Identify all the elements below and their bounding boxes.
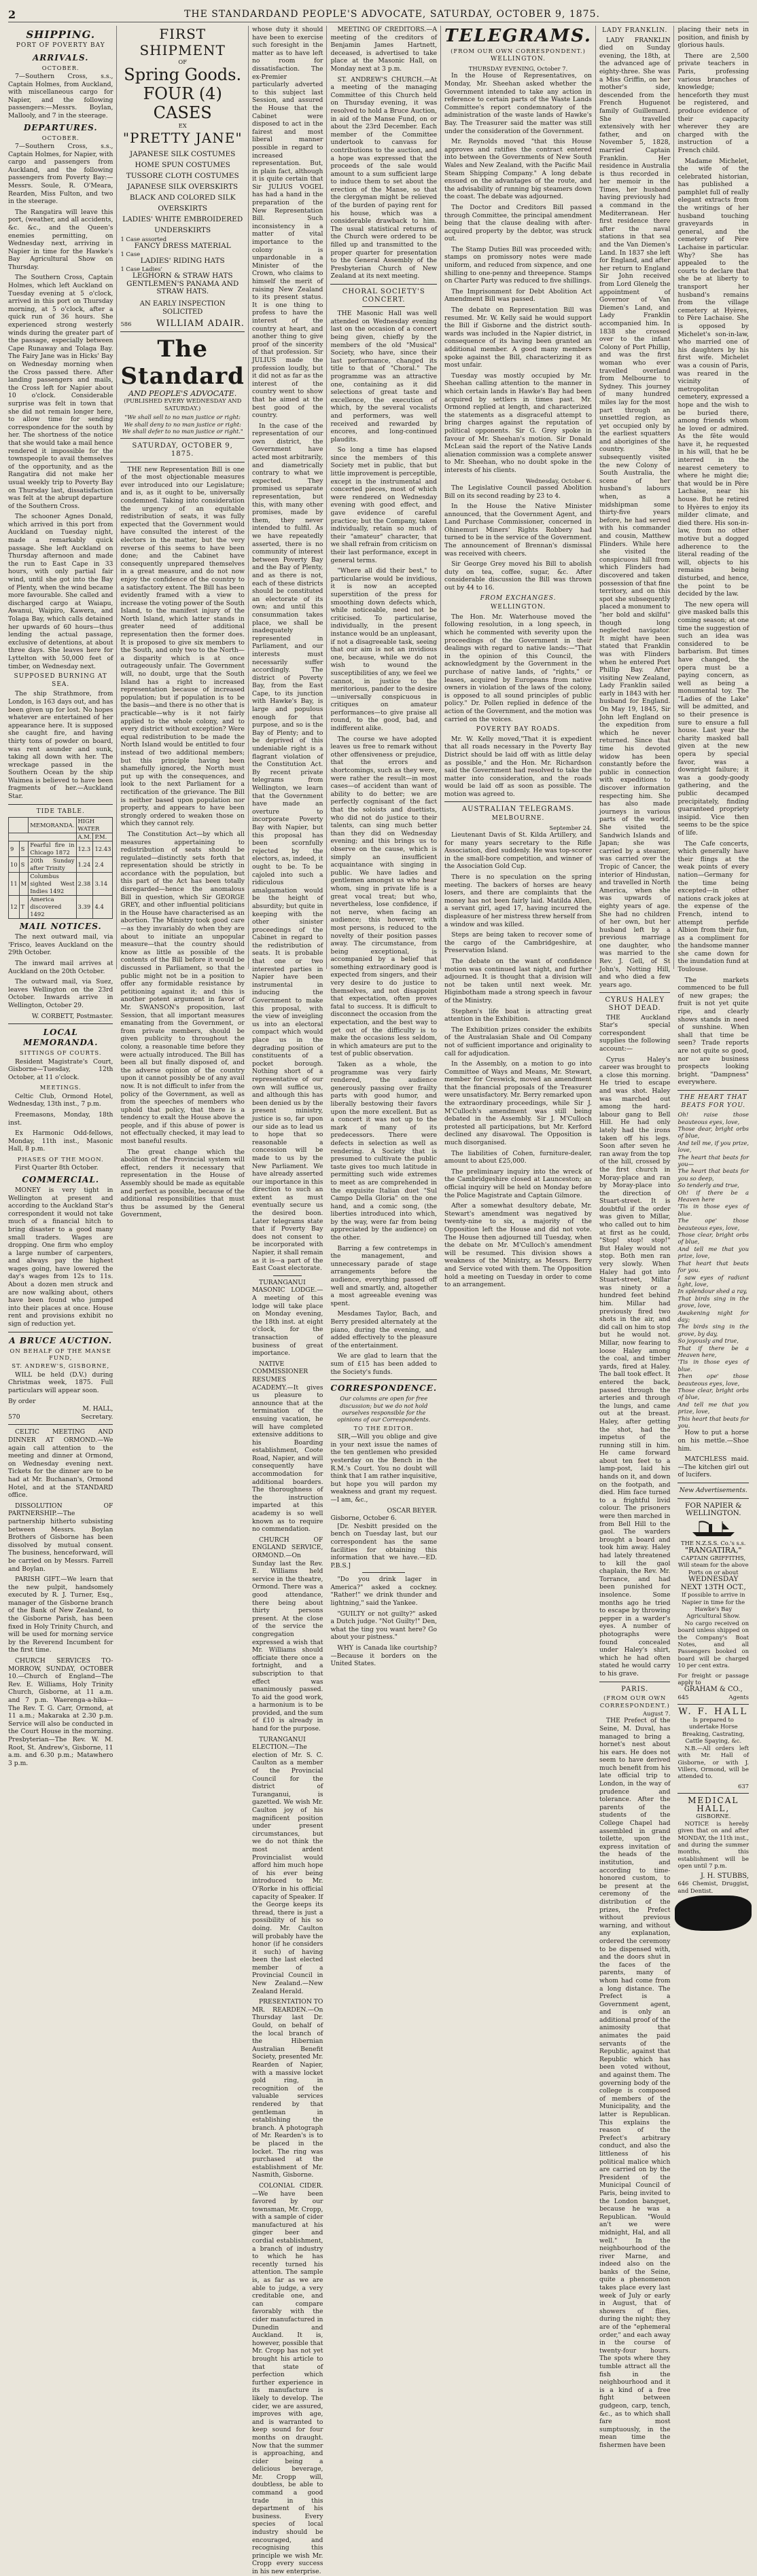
- telegram-item: In the House of Representatives, on Monday, Mr. Sheehan asked whether the Government intended to take any action in reference to certain parts of the Waste Lands Committee's report condemnatory of the administration of the waste lands of Hawke's Bay. The Treasurer said the matter was still under the consideration of the Government.: [444, 72, 592, 135]
- poem-line: The birds sing in the grove, by day,: [677, 1323, 749, 1337]
- advert-line: 1 Case Ladies': [120, 265, 162, 272]
- advert-line: FIRST SHIPMENT: [139, 26, 226, 58]
- advert-line: EX: [178, 122, 187, 130]
- article-paragraph: LADY FRANKLIN died on Sunday evening, the 18th, at the advanced age of eighty-three. She was a Miss Griffin, on her mother's side, descended from the French Huguenot family of Guillemard. She travelled extensively with her father, and on November 5, 1828, married Captain Franklin. Her residence in Australia is thus recorded in her memoir in the Times, her husband having previously had a command in the Mediterranean. Her first residence there after the naval stations in that sea and the Van Diemen's Land. In 1837 she left for England, and after her return to England Sir John received from Lord Glenelg the appointment of Governor of Van Diemen's Land, and Lady Franklin accompanied him. In 1838 she crossed over to the infant Colony of Port Phillip, and was the first woman who ever travelled overland from Melbourne to Sydney. This journey of many hundred miles lay for the most part through an unsettled region, as yet occupied only by the earliest squatters and aborigines of the country. She subsequently visited the new Colony of South Australia, the scene of her husband's labours when, as a midshipman some thirty-five years before, he had served with his commander and cousin, Matthew Flinders. While here she visited the conspicuous hill from which Flinders had discovered and taken possession of that fine territory, and on this spot she subsequently placed a monument to "her bold and skilful" though long neglected navigator. It might have been stated that Franklin was with Flinders when he entered Port Phillip Bay. After visiting New Zealand, Lady Franklin sailed early in 1843 with her husband for England. On May 19, 1845, Sir John left England on the expedition from which he never returned. Since that time his devoted widow has been constantly before the public in connection with expeditions to discover information respecting him. She has also made journeys in various parts of the world. She visited the Sandwich Islands and Japan; she was carried by a steamer, was carried over the Tropic of Cancer, the interior of Hindustan, and travelled in North America, when she was upwards of eighty years of age. She had no children of her own, but her husband left by a previous marriage one daughter, who was married to the Rev. J. Gell, of St John's, Notting Hill, and who died a few years ago.: [599, 36, 671, 989]
- telegram-item: Lieutenant Davis of St. Kilda Artillery, and for many years secretary to the Rifle Association, died suddenly. He was top-scorer in the small-bore competition, and winner of the Association Gold Cup.: [444, 831, 592, 871]
- advert-line: Will steam for the above Ports on or about: [677, 1561, 749, 1576]
- tide-col-header: MEMORANDA.: [29, 818, 76, 833]
- advert-item-list: [120, 149, 245, 236]
- poem-line: Then ope' those beauteous eyes, love,: [677, 1373, 749, 1387]
- advert-line: 646 Chemist, Druggist, and Dentist.: [677, 1880, 749, 1894]
- poem-line: The ope' those beauteous eyes, love,: [677, 1217, 749, 1231]
- ship-name: "RANGATIRA,": [684, 1546, 742, 1555]
- divider: [120, 331, 245, 332]
- article-heading: LADY FRANKLIN.: [602, 27, 668, 34]
- advert-headline: Spring Goods.: [124, 65, 242, 85]
- poem-line: Awakening night for day;: [677, 1309, 749, 1323]
- nameplate-subtitle: AND PEOPLE'S ADVOCATE.: [128, 388, 237, 398]
- tide-table: [8, 817, 113, 919]
- divider: [273, 1275, 302, 1276]
- article-heading: SUPPOSED BURNING AT SEA.: [14, 673, 107, 688]
- auction-church: ST. ANDREW'S, GISBORNE,: [12, 1362, 110, 1370]
- advert-number: 570: [8, 1413, 20, 1421]
- poem-line: And tell me that you prize, love,: [677, 1245, 749, 1260]
- filler-item: How to put a horse on his mettle.—Shoe him.: [677, 1429, 749, 1453]
- table-cell: Fearful fire in Chicago 1872: [29, 841, 76, 857]
- news-item: NATIVE COMMISSIONER RESUMES ACADEMY.—It gives us pleasure to announce that at the termination of the ensuing vacation, he will have completed extensive additions to his Boarding establishment, Coote Road, Napier, and will consequently have accommodation for additional boarders. The thoroughness of the instruction imparted at this academy is so well known as to require no commendation.: [251, 1360, 323, 1534]
- auction-order: By order: [8, 1397, 36, 1405]
- divider: [677, 1704, 749, 1705]
- divider: [677, 1498, 749, 1499]
- divider: [599, 992, 671, 993]
- divider: [677, 1090, 749, 1091]
- poem-line: Those clear, bright orbs of blue,: [677, 1231, 749, 1246]
- tide-col-header: P.M.: [93, 833, 113, 841]
- table-cell: S: [19, 857, 29, 873]
- table-cell: 4.4: [93, 896, 113, 919]
- article-paragraph: Cyrus Haley's career was brought to a close this morning. He tried to escape and was shot. Haley was marched out among the hard-labour gang to Bell Hill. He had only lately had the irons taken off his legs. Soon after seven he ran away from the top of the hill, crossed by the first church in Moray-place and ran by Moray-place into the direction of Stuart-street. It is doubtful if the order was given to Millar, who called out to him at first as he could, "Stop! stop! stop!" But Haley would not stop. Both men ran very slowly. When Haley had got into Stuart-street, Millar was ninety or a hundred feet behind him. Millar had previously fired two shots in the air, and did call on him to stop but he would not. Millar, now fearing to loose Haley among the coal, and timber yards, fired at Haley. The ball took effect. It entered the back, passed through the arteries and through the lungs, and came out at the breast. Haley, after getting the shot, had the impetus of the running still in him. He came forward about ten feet to a lamp-post, laid his hands on it, and down on the footpath, and died. Him face turned to a frightful livid colour. The prisoners were then marched in from Bell Hill to the gaol. The warders brought a board and took him away. Haley had lately threatened to kill the gaol chaplain, the Rev. Mr. Torrance, and had been punished for insolence. Some months ago he tried to escape by throwing pepper in a warder's eyes. A number of photographs were found concealed under Haley's shirt, which he had often stated he would carry to his grave.: [599, 1055, 671, 1677]
- advert-line: OF: [178, 58, 188, 65]
- telegram-item: Stephen's life boat is attracting great attention in the Exhibition.: [444, 1007, 592, 1023]
- article-paragraph: THE Masonic Hall was well attended on Wednesday evening last on the occasion of a concert being given, chiefly by the members of the old "Musical" Society, who have, since their last performance, changed its title to that of "Choral." The programme was an attractive one, containing as it did selections of great taste and excellence, the execution of which, by the several vocalists and performers, was well received and rewarded by encores, and long-continued plaudits.: [330, 310, 438, 443]
- agent-name: GRAHAM & CO.,: [684, 1686, 743, 1694]
- article-paragraph: THE Prefect of the Seine, M. Duval, has managed to bring a hornet's nest about his ears. He does not seem to have derived much benefit from his late official trip to London, in the way of prudence and tolerance. After the parents of the students of the College Chapel had assembled in grand toilette, upon the express invitation of the heads of the institution, and according to time-honored custom, to be present at the ceremony of the distribution of the prizes, the Prefect without previous warning, and without any explanation, ordered the ceremony to be dispensed with, and the doors shut in the faces of the parents, many of whom had come from a long distance. The Prefect is a Government agent, and is only an additional proof of the animosity that animates the paid servants of the Republic, against that Republic which has been voted without, and against them. The governing body of the college is composed of members of the Municipality, and the latter is Republican. This explains the reason of the Prefect's arbitrary conduct, and also the littleness of his political malice which are carried on by the President of the Municipal Council of Paris, being invited to the London banquet, because he was a Republican. "Would an't we were midnight, Hal, and all well." In the neighbourhood of the river Marne, and indeed also on the banks of the Seine, quite a phenomenon takes place every last week of July or early in August, that of showers of flies, during the night; they are of the "ephemeral order," and each away in the course of twenty-four hours. The spots where they tumble attract all the fish in the neighbourhood and it is a kind of a free fight between gudgeon, carp, tench, &c., as to which shall fare most sumptuously, in the mean time the fishermen have been: [599, 1717, 671, 2449]
- article-paragraph: So long a time has elapsed since the members of this Society met in public, that but little improvement is perceptible, except in the instrumental and concerted pieces, most of which were rendered on Wednesday evening with good effect, and gave evidence of careful practice; but the Company, taken individually, retain so much of their "amateur" character, that we shall refrain from criticism on their last performance, except in general terms.: [330, 446, 438, 564]
- newspaper-title: THE STANDARDAND PEOPLE'S ADVOCATE, SATURDAY, OCTOBER 9, 1875.: [184, 9, 600, 20]
- column-2: [116, 26, 248, 1219]
- advert-item: LEGHORN & STRAW HATS: [132, 272, 233, 280]
- poem-line: Oh! raise those beauteous eyes, love,: [677, 1111, 749, 1125]
- ink-blot: [675, 1895, 752, 1931]
- auction-heading: A BRUCE AUCTION.: [9, 1335, 113, 1345]
- telegram-item: The Doctor and Creditors Bill passed through Committee, the principal amendment being that the clause dealing with after-acquired property by the debtor, was struck out.: [444, 203, 592, 243]
- exchanges-heading: FROM EXCHANGES.: [480, 594, 557, 602]
- poem-line: The heart that beats for you—: [677, 1153, 749, 1167]
- advert-item: JAPANESE SILK OVERSKIRTS: [127, 182, 239, 191]
- telegram-item: The debate on Representation Bill was resumed. Mr. W. Kelly said he would support the Bill if Gisborne and the district south-wards was included in the Napier district, in consequence of its having been granted an additional member. A good many members spoke against the Bill, characterizing it as most unfair.: [444, 306, 592, 369]
- poem-line: That if there be a Heaven here,: [677, 1344, 749, 1358]
- sailing-date: WEDNESDAY NEXT 13TH OCT.,: [680, 1575, 746, 1591]
- advert-line: N.B.—All orders left with Mr. Hall of Gisborne, or with J. Villers, Ormond, will be attended to.: [677, 1744, 749, 1780]
- divider: [8, 804, 113, 805]
- poem-line: In splendour shed a ray,: [677, 1288, 747, 1295]
- advert-line: 1 Case assorted: [120, 235, 167, 242]
- table-cell: 9: [9, 841, 20, 857]
- column-7: [673, 26, 749, 1894]
- telegram-item: Mr. Reynolds moved "that this House approves and ratifies the contract entered into between the Governments of New South Wales and New Zealand, with the Pacific Mail Steam Shipping Company." A long debate ensued on the advantages of the route, and the advisability of running big steamers down the coast. The debate was adjourned.: [444, 138, 592, 201]
- divider: [444, 801, 592, 802]
- news-item: COLONIAL CIDER.—We have been favored by our townsman, Mr. Cropp, with a sample of cider manufactured at his ginger beer and cordial establishment, a branch of industry to which he has recently turned his attention. The sample is, as far as we are able to judge, a very creditable one, and can compare favorably with the cider manufactured in Dunedin and Auckland. It is, however, possible that Mr. Cropp has not yet brought his article to that state of perfection which further experience in its manufacture is likely to develop. The cider, we are assured, improves with age, and is warranted to keep sound for four months on draught. Now that the summer is approaching, and cider being a delicious beverage, Mr. Cropp will, doubtless, be able to command a good trade in this department of his business. Every species of local industry should be encouraged, and recognising this principle we wish Mr. Cropp every success in his new enterprise.: [251, 2181, 323, 2575]
- table-row: [9, 841, 113, 857]
- advert-line: NOTICE is hereby given that on and after MONDAY, the 11th inst., and during the summer months, this establishment will be open until 7 p.m.: [677, 1819, 749, 1870]
- ship-captain: CAPTAIN GRIFFITHS,: [681, 1554, 746, 1561]
- poem-line: And tell me that you prize, love,: [677, 1400, 749, 1415]
- table-cell: America discovered 1492: [29, 896, 76, 919]
- advert-number: 586: [120, 321, 132, 328]
- tide-col-header: HIGH WATER: [76, 818, 113, 833]
- divider: [677, 1793, 749, 1794]
- filler-item: WHY is Canada like courtship?—Because it borders on the United States.: [330, 1644, 438, 1668]
- shipping-paragraph: The Rangatira will leave this port, (weather, and all accidents, &c. &c., and the Queen's enemies permitting, on Wednesday next, arriving in Napier in time for the Hawke's Bay Agricultural Show on Thursday.: [8, 208, 113, 271]
- mail-notice: The next outward mail, via 'Frisco, leaves Auckland on the 29th October.: [8, 933, 113, 957]
- advert-line: THE N.Z.S.S. Co.'s s.s.: [681, 1539, 746, 1546]
- editorial-paragraph: The great change which the abolition of the Provincial system will effect, renders it necessary that representation in the House of Assembly should be made as equitable and perfect as possible, because of the additional responsibilities that must thus be assumed by the General Government,: [120, 1148, 245, 1219]
- table-cell: 12: [9, 896, 20, 919]
- advert-line: GISBORNE.: [696, 1813, 731, 1820]
- local-memoranda-heading: LOCAL MEMORANDA.: [23, 1028, 99, 1048]
- place-heading: WELLINGTON.: [491, 56, 546, 63]
- poem-line: I saw eyes of radiant light, love,: [677, 1273, 749, 1288]
- page-number: 2: [8, 7, 16, 21]
- telegram-item: The Hon. Mr. Waterhouse moved the following resolution, in a long speech, in which he commented with severity upon the proceedings of the Government in their dealings with regard to native lands:—"That in the opinion of this Council, the acknowledgment by the Government in the purchase of native lands, of "rights," or leases, acquired by Europeans from native owners in violation of the laws of the colony, is opposed to all sound principles of public policy." Dr. Pollen replied in defence of the action of the Government, and the motion was carried on the voices.: [444, 613, 592, 723]
- advert-line: 1 Case: [120, 250, 141, 257]
- adair-advertisement: [120, 26, 245, 328]
- news-item: PRESENTATION TO MR. REARDEN.—On Thursday last Dr. Gould, on behalf of the local branch of the Hibernian Australian Benefit Society, presented Mr. Rearden of Napier, with a massive locket gold ring, in recognition of the valuable services rendered by that gentleman in establishing the branch. A photograph of Mr. Rearden's is to be placed in the locket. The ring was purchased at the establishment of Mr. Nasmith, Gisborne.: [251, 1998, 323, 2179]
- advert-headline: MEDICAL HALL,: [688, 1796, 739, 1813]
- month-label: OCTOBER.: [41, 64, 80, 71]
- columns: [8, 26, 749, 2575]
- poem-line: 'Tis in those eyes of blue.: [677, 1203, 749, 1217]
- article-paragraph: "Where all did their best," to particularise would be invidious, it is now an accepted superstition of the press for smoothing down defects which, while noticeable, need not be criticised. To particularise, individually, in the present instance would be an unpleasant, if not a disagreeable task, seeing that our aim is not an invidious one, because, while we do not wish to wound the susceptibilities of any, we feel we cannot, in justice to the meritorious, pander to the desire—universally conspicuous in critiques on amateur performances—to give praise all round, to the good, bad, and indifferent alike.: [330, 567, 438, 733]
- advert-line: For freight or passage apply to: [677, 1671, 749, 1686]
- advert-line: Is prepared to undertake Horse Breaking, Castrating, Cattle Spaying, &c.: [682, 1716, 745, 1745]
- news-item: TURANGANUI ELECTION.—The election of Mr. S. C. Caulton as a member of the Provincial Council for the district of Turanganui, is gazetted. We wish Mr. Caulton joy of his magnificent position under present circumstances, but we do not think the most ardent Provincialist would afford him much hope of his ever being introduced to Mr. O'Rorke in his official capacity of Speaker. If the George keeps its thread, there is just a possibility of his so doing. Mr. Caulton will probably have the honor (if he considers it such) of having been the last elected member of a Provincial Council in New Zealand.—New Zealand Herald.: [251, 1735, 323, 1995]
- postmaster-signature: W. CORBETT, Postmaster.: [31, 1012, 113, 1020]
- advert-item: JAPANESE SILK COSTUMES: [130, 149, 236, 158]
- advert-item: LADIES' WHITE EMBROIDERED UNDERSKIRTS: [122, 215, 243, 234]
- poem-line: That heart that beats for you.: [677, 1259, 749, 1274]
- editorial-paragraph: In the case of the representation of our own district, the Government have acted most arbitrarily, and diametrically contrary to what we expected. They promised us separate representation, but this, with many other promises, made by them, they never intended to fulfil. As we have repeatedly asserted, there is no community of interest between Poverty Bay and the Bay of Plenty, and as there is not, each of these districts should be constituted an electorate of its own; and until this consummation takes place, we shall be inadequately represented in Parliament, and our interests must necessarily suffer accordingly. The district of Poverty Bay, from the East Cape, to its junction with Hawke's Bay, is large and populous enough for that purpose, and so is the Bay of Plenty; and to be deprived of this undeniable right is a flagrant violation of the Constitution Act. By recent private telegrams from Wellington, we learn that the Government have made an overture to incorporate Poverty Bay with Napier, but this proposal has been scornfully rejected by the electors, as, indeed, it ought to be. To be cajoled into such a ridiculous amalgamation would be the height of absurdity; but quite in keeping with the other sinister proceedings of the Cabinet in regard to the redistribution of seats. It is probable that one or two interested parties in Napier have been instrumental in inducing the Government to make this proposal, with the view of inveigling us into an electoral compact which would place us in the degrading position of constituents of a pocket borough. Nothing short of a representative of our own will suffice us, and although this has been denied us by the present ministry, justice is so, far upon our side as to lead us to hope that so reasonable a concession will be made to us by the New Parliament. We have already asserted our importance in this direction to such an extent as must eventually secure us the desired boon. Later telegrams state that if Poverty Bay does not consent to be incorporated with Napier, it shall remain as it is—a part of the East Coast electorate.: [251, 422, 323, 1273]
- letter-salutation: TO THE EDITOR.: [353, 1424, 414, 1432]
- divider: [330, 284, 437, 285]
- article-paragraph: Barring a few contretemps in the management, and unnecessary parade of stage arrangements before the audience, everything passed off well and smartly, and, altogether a most agreeable evening was spent.: [330, 1244, 438, 1307]
- divider: [120, 438, 245, 439]
- telegram-item: In the Assembly, on a motion to go into Committee of Ways and Means, Mr. Stewart, member for Creswick, moved an amendment that the financial proposals of the Treasurer were unsatisfactory. Mr. Berry remarked upon the extraordinary proceedings, while Sir J. M'Culloch's amendment was still being debated in the Assembly. Sir J. M'Culloch protested all participations, but Mr. Kerford declined any disavowal. The Opposition is much disorganised.: [444, 1060, 592, 1147]
- table-row: [9, 873, 113, 896]
- advertiser-name: WILLIAM ADAIR.: [156, 319, 245, 329]
- dateline: September 24.: [549, 824, 592, 831]
- table-cell: 2.4: [93, 857, 113, 873]
- mail-notice: The inward mail arrives at Auckland on the 20th October.: [8, 960, 113, 975]
- advert-signoff: [120, 320, 245, 328]
- auction-signature: M. HALL,: [82, 1405, 113, 1413]
- advert-item: LADIES' RIDING HATS: [140, 257, 225, 266]
- auction-role: Secretary.: [81, 1413, 113, 1421]
- article-heading: POVERTY BAY ROADS.: [476, 726, 561, 733]
- place-heading: WELLINGTON.: [491, 604, 546, 611]
- departures-heading: DEPARTURES.: [23, 122, 98, 132]
- shipping-paragraph: The Southern Cross, Captain Holmes, which left Auckland on Tuesday evening at 5 o'clock, arrived in this port on Thursday morning, at 5 o'clock, after a quick run of 36 hours. She experienced strong westerly winds during the greater part of the passage, especially between Cape Runaway and Tolaga Bay. The Fairy Jane was in Hicks' Bay on Wednesday morning when the Cross passed there. After landing passengers and mails, the Cross left for Napier about 10 o'clock. Considerable surprise was felt in town that she did not remain longer here, to allow time for sending correspondence for the south by her. The shortness of the notice that she would take a mail hence rendered it impossible for the townspeople to avail themselves of the opportunity, and as the Rangatira did not make her usual weekly trip to Poverty Bay on Thursday last, dissatisfaction was felt at the abrupt departure of the Southern Cross.: [8, 274, 113, 510]
- agent-role: Agents: [728, 1694, 749, 1701]
- newspaper-nameplate: The Standard: [120, 335, 245, 390]
- poem-title: THE HEART THAT BEATS FOR YOU.: [679, 1093, 747, 1109]
- advert-headline: FOR NAPIER & WELLINGTON.: [685, 1501, 742, 1518]
- telegram-item: After a somewhat desultory debate, Mr. Stewart's amendment was negatived by twenty-nine to six, a majority of the Opposition left the House and did not vote. The House then adjourned till Tuesday, when the debate on Mr. M'Culloch's amendment will be resumed. This division shows a weakness of the Ministry, as Messrs. Berry and Service voted with them. The Opposition hold a meeting on Tuesday in order to come to an arrangement.: [444, 1202, 592, 1289]
- mail-notice: The outward mail, via Suez, leaves Wellington on the 23rd October. Inwards arrive in Wellington, October 29.: [8, 978, 113, 1009]
- article-paragraph: The ship Strathmore, from London, is 163 days out, and has been given up for lost. No hopes whatever are entertained of her appearance here. It is supposed she caught fire, and having thirty tons of powder on board, was rent asunder and sunk, taking all down with her. The wreckage passed in the Southern Ocean by the ship Waimea is believed to have been fragments of her.—Auckland Star.: [8, 690, 113, 801]
- news-item: MEETING OF CREDITORS.—A meeting of the creditors of Benjamin James Hartnett, deceased, is advertised to take place at the Masonic Hall, on Monday next at 3 p.m.: [330, 26, 438, 73]
- column-1: [8, 26, 116, 1767]
- table-cell: 12.43: [93, 841, 113, 857]
- telegram-item: Mr. W. Kelly moved,"That it is expedient that all roads necessary in the Poverty Bay District should be laid off with as little delay as possible," and the Hon. Mr. Richardson said the Government had resolved to take the matter into consideration, and the roads would be laid off as soon as possible. The motion was agreed to.: [444, 735, 592, 798]
- telegram-item: Tuesday was mostly occupied by Mr. Sheehan calling attention to the manner in which certain lands in Hawke's Bay had been acquired by settlers in times past. Mr. Ormond replied at length, and characterized the statements as a disgraceful attempt to bring charges against the reputation of political opponents. Sir G. Grey spoke in favour of Mr. Sheehan's motion. Sir Donald McLean said the report of the Native Lands alienation commission was a complete answer to Mr. Sheehan, who no doubt spoke in the interests of his clients.: [444, 371, 592, 474]
- article-sub: (FROM OUR OWN CORRESPONDENT.): [599, 1694, 670, 1709]
- column-3: [248, 26, 327, 2575]
- divider: [330, 1379, 437, 1380]
- table-cell: 12.3: [76, 841, 93, 857]
- advert-line: If possible to arrive in Napier in time for the Hawke's Bay Agricultural Show.: [681, 1591, 745, 1620]
- letter-place: Gisborne, October 6.: [330, 1514, 397, 1523]
- column-4: [326, 26, 440, 1668]
- table-cell: T: [19, 896, 29, 919]
- editorial-paragraph: whose duty it should have been to exercise such foresight in the matter as to have left no room for dissatisfaction. The ex-Premier particularly adverted to this subject last Session, and assured the House that the Cabinet were disposed to act in the fairest and most liberal manner possible in regard to increased representation. But, in plain fact, although it is quite certain that Sir JULIUS VOGEL has had a hand in the preparation of the New Representation Bill. Such inconsistency in a matter of vital importance to the colony is unpardonable in a Minister of the Crown, who claims to himself the merit of raising New Zealand to its present status. It is one thing to profess to have the interest of the country at heart, and another thing to give proof of the sincerity of that profession. Sir JULIUS made the profession loudly, but it did not as far as the interest of the country went to show that he aimed at the best good of the country.: [251, 26, 323, 420]
- telegram-item: The Legislative Council passed Abolition Bill on its second reading by 23 to 4.: [444, 484, 592, 500]
- poem-line: So tenderly and true,: [677, 1182, 739, 1189]
- editorial-paragraph: The Constitution Act—by which all measures appertaining to redistribution of seats should be regulated—distinctly sets forth that representation should be strictly in accordance with the population, but this part of the Act has been totally disregarded—hence the anomalous Bill in question, which Sir GEORGE GREY, and other influential politicians in the House have characterised as an abortion. The Ministry took good care—as they invariably do when they are about to initiate an unpopular measure—that the country should know as little as possible of the contents of the Bill before it would be discussed in Parliament, so that the public might not be in a position to offer any formidable resistance by petitioning against it; and this is another potent argument in favor of Mr. SWANSON's proposition, last Session, that all important measures emanating from the Government, or from private members, should be given publicity to throughout the colony, a reasonable time before they were actually introduced. The Bill has been all but finally disposed of, and the adverse opinion of the country upon it cannot possibly be of any avail now. It is not difficult to infer from the policy of the Government, as well as from the speeches of members who uphold that policy, that there is a tendency to exalt the House above the people, and if this abuse of power is not effectually checked, it may lead to most baneful results.: [120, 830, 245, 1146]
- poem-line: That birds sing in the grove, love,: [677, 1294, 749, 1309]
- meeting-notice: Ex Harmonic Odd-fellows, Monday, 11th inst., Masonic Hall, 8 p.m.: [8, 1129, 113, 1153]
- poem-line: So joyously and true,: [677, 1337, 739, 1345]
- editor-note: [Dr. Nesbitt presided on the bench on Tuesday last, but our correspondent has the same facilities for obtaining this information that we have.—ED. P.B.S.]: [330, 1522, 438, 1570]
- article-heading: PARIS.: [621, 1685, 649, 1693]
- commercial-heading: COMMERCIAL.: [22, 1174, 100, 1184]
- letter-signature: OSCAR BEYER.: [387, 1506, 438, 1514]
- advert-headline: FOUR (4) CASES: [143, 84, 222, 123]
- poem-line: The heart that beats for you so deep,: [677, 1167, 749, 1182]
- publication-schedule: (PUBLISHED EVERY WEDNESDAY AND SATURDAY.): [124, 397, 242, 412]
- australian-telegrams-heading: AUSTRALIAN TELEGRAMS.: [461, 805, 575, 814]
- article-paragraph: Mesdames Taylor, Bach, and Berry presided alternately at the piano, during the evening, and added effectively to the pleasure of the entertainment.: [330, 1310, 438, 1349]
- tide-heading: TIDE TABLE.: [36, 808, 85, 815]
- advert-item: FANCY DRESS MATERIAL: [134, 242, 231, 251]
- article-paragraph: Madame Michelet, the wife of the celebrated historian, has published a pamphlet full of really elegant extracts from the writings of her husband touching graveyards in general, and the cemetery of Père Lachaise in particular. Why? She has appealed to the courts to declare that she be at liberty to transport her husband's remains from the village cemetery at Hyères, to Père Lachaise. She is opposed by Michelet's son-in-law, who married one of his daughters by his first wife. Michelet was a cousin of Paris, was reared in the vicinity of metropolitan cemetery, expressed a hope and the wish to be buried there, among friends whom he loved or admired. As the fête would have it, he requested in his will, that he be interred in the nearest cemetery to where he might die; that would be in Père Lachaise, near his house. But he retired to Hyères to enjoy its milder climate, and died there. His son-in-law, from no other motive but a dogged adherence to the literal reading of the will, objects to his remains being disturbed, and hence, the point to be decided by the law.: [677, 157, 749, 598]
- divider: [8, 1023, 113, 1024]
- page-header: [8, 7, 749, 22]
- table-cell: Columbus sighted West Indies 1492: [29, 873, 76, 896]
- choral-heading: CHORAL SOCIETY'S CONCERT.: [342, 288, 425, 304]
- correspondence-note: Our columns are open for free discussion; but we do not hold ourselves responsible for the opinions of our Correspondents.: [337, 1395, 431, 1423]
- article-paragraph: The new opera will give masked balls this coming season; at one time the suggestion of such an idea was considered to be barbarism. But times have changed, the opera must be a paying concern, as well as being a monumental toy. The "Ladies of the Lake" will be admitted, and so their presence is sure to ensure a full house. Last year the charity masked ball given at the new opera by special favor, was a downright failure; it was a goody-goody gathering, and the public decamped precipitately, finding guaranteed propriety insipid. Vice then seems to be the spice of life.: [677, 600, 749, 837]
- advertiser-name: J. H. STUBBS,: [700, 1872, 749, 1880]
- table-cell: 10: [9, 857, 20, 873]
- advert-headline: W. F. HALL: [678, 1707, 749, 1718]
- table-cell: S: [19, 841, 29, 857]
- telegram-item: The Imprisonment for Debt Abolition Act Amendment Bill was passed.: [444, 287, 592, 304]
- article-paragraph: placing their nets in position, and finish by glorious hauls.: [677, 26, 749, 50]
- poem-line: And tell me, if you prize, love,: [677, 1139, 749, 1154]
- news-item: PARISH GIFT.—We learn that the new pulpit, handsomely executed by R. J. Turner, Esq., manager of the Gisborne branch of the Bank of New Zealand, to the Gisborne Parish, has been fixed in Holy Trinity Church, and will be used for morning service by the Reverend Incumbent for the first time.: [8, 1576, 113, 1654]
- telegram-item: The Stamp Duties Bill was proceeded with; stamps on promissory notes were made uniform, and reduced from sixpence, and one shilling to one-penny and threepence. Stamps on Charter Party was reduced to five shillings.: [444, 245, 592, 285]
- divider: [362, 306, 405, 307]
- table-cell: 3.14: [93, 873, 113, 896]
- article-paragraph: The course we have adopted leaves us free to remark without other offensiveness or prejudice, that the errors and shortcomings, such as they were, were rather the result—in most cases—of accident than want of ability to do better; we are perfectly cognisant of the fact that the soloists and duettists, who did not do justice to their talents, can sing much better than they did on Wednesday evening; and this brings us to observe on the cause, which is simply an insufficient acquaintance with singing in public. We have ladies and gentlemen amongst us who hear whom, sing in private life is a great vocal treat; but who, nevertheless, lose confidence, if not nerve, when facing an audience; this however, with most persons, is reduced to the novelty of their position passes away. The circumstance, from being exceptional, is accompanied by a belief that something extraordinary good is expected from singers, and their very desire to do justice to themselves, and not disappoint that expectation, often proves fatal to success. It is difficult to disconnect the occasion from the expectation, and the best way to get out of the difficulty is to make the occasions less seldom, in which amateurs are put to the test of public observation.: [330, 735, 438, 1058]
- motto: "We shall sell to no man justice or right: We shall deny to no man justice or right: We shall defer to no man justice or right.": [122, 414, 243, 435]
- article-paragraph: The Cafe concerts, which generally have their flings at the weak points of every nation—Germany for the time being excepted—in other nations crack jokes at the expense of the French, intend to attempt perfide Albion from their fun, as a compliment for the handsome manner she came down for the inundation fund at Toulouse.: [677, 839, 749, 974]
- telegram-item: The liabilities of Cohen, furniture-dealer, amount to about £25,000.: [444, 1149, 592, 1165]
- news-item: TURANGANUI MASONIC LODGE.—A meeting of this lodge will take place on Monday evening, the 18th inst. at eight o'clock, for the transaction of business of great importance.: [251, 1278, 323, 1358]
- mail-heading: MAIL NOTICES.: [19, 922, 102, 932]
- filler-item: "Do you drink lager in America?" asked a cockney. "Rather!" we drink thunder and lightning," said the Yankee.: [330, 1576, 438, 1608]
- advert-line: AN EARLY INSPECTION SOLICITED: [139, 300, 226, 316]
- filler-item: MATCHLESS maid.—The kitchen girl out of lucifers.: [677, 1455, 749, 1479]
- poem-line: 'Tis in those eyes of blue.: [677, 1358, 749, 1373]
- telegram-item: The Exhibition prizes consider the exhibits of the Australasian Shale and Oil Company not of sufficient importance and originality to call for adjudication.: [444, 1026, 592, 1057]
- letter-body: SIR,—Will you oblige and give in your next issue the names of the ten gentlemen who presided yesterday on the Bench in the R.M.'s Court. You no doubt will think that I am rather inquisitive, but hope you will pardon my weakness and grant my request.—I am, &c.,: [330, 1433, 438, 1504]
- article-paragraph: We are glad to learn that the sum of £15 has been added to the Society's funds.: [330, 1352, 438, 1376]
- advert-footer: [677, 1694, 749, 1701]
- advert-item: BLACK AND COLORED SILK OVERSKIRTS: [129, 193, 236, 213]
- auction-text: WILL be held (D.V.) during Christmas week, 1875. Full particulars will appear soon.: [8, 1371, 113, 1395]
- table-cell: 20th Sunday after Trinity: [29, 857, 76, 873]
- news-item: CELTIC MEETING AND DINNER AT ORMOND.—We again call attention to the meeting and dinner at Ormond, on Wednesday evening next. Tickets for the dinner are to be had at Mr. Buchanan's, Ormond Hotel, and at the STANDARD office.: [8, 1428, 113, 1500]
- dateline: August 7.: [642, 1709, 671, 1717]
- editorial-dateline: SATURDAY, OCTOBER 9, 1875.: [132, 442, 233, 458]
- divider: [8, 1424, 113, 1425]
- news-item: DISSOLUTION OF PARTNERSHIP.—The partnership hitherto subsisting between Messrs. Boylan Brothers of Gisborne has been dissolved by mutual consent. The business, henceforward, will be carried on by Messrs. Farrell and Boylan.: [8, 1502, 113, 1573]
- advert-number: 637: [737, 1782, 749, 1790]
- filler-item: "GUILTY or not guilty?" asked a Dutch judge. "Not Guilty!" Den, what the ting you want here? Go about your pistness.": [330, 1610, 438, 1641]
- table-cell: 11: [9, 873, 20, 896]
- subheading: PHASES OF THE MOON.: [17, 1155, 104, 1163]
- court-notice: Resident Magistrate's Court, Gisborne—Tuesday, 12th October, at 11 o'clock.: [8, 1057, 113, 1081]
- telegram-item: Sir George Grey moved his Bill to abolish duty on tea, coffee, sugar, &c. After considerable discussion the Bill was thrown out by 44 to 16.: [444, 560, 592, 592]
- arrivals-heading: ARRIVALS.: [33, 52, 89, 62]
- table-cell: M: [19, 873, 29, 896]
- telegram-item: Steps are being taken to recover some of the cargo of the Cambridgeshire, at Preservation Island.: [444, 931, 592, 955]
- article-paragraph: THE Auckland Star's special correspondent supplies the following account:—: [599, 1013, 671, 1053]
- dateline: THURSDAY EVENING, October 7.: [468, 65, 568, 72]
- table-row: [9, 857, 113, 873]
- poem: [677, 1111, 749, 1429]
- auction-sub: ON BEHALF OF THE MANSE FUND,: [10, 1347, 111, 1362]
- poem-line: Oh! if there be a Heaven here: [677, 1189, 749, 1203]
- table-cell: 1.24: [76, 857, 93, 873]
- dateline: Wednesday, October 6.: [525, 477, 592, 484]
- table-cell: 3.39: [76, 896, 93, 919]
- telegram-item: The preliminary inquiry into the wreck of the Cambridgeshire closed at Launceston; an official inquiry will be held on Monday before the Police Magistrate and Captain Gilmore.: [444, 1167, 592, 1199]
- news-item: CHURCH OF ENGLAND SERVICE, ORMOND.—On Sunday last the Rev. E. Williams held service in the theatre, Ormond. There was a good attendance, there being about thirty persons present. At the close of the service the congregation expressed a wish that Mr. Williams should officiate there once a fortnight, and a subscription to that effect was unanimously passed. To aid the good work, a harmonium is to be provided, and the sum of £10 is already in hand for the purpose.: [251, 1536, 323, 1733]
- subheading: MEETINGS.: [39, 1084, 82, 1091]
- shipping-paragraph: The schooner Agnes Donald, which arrived in this port from Auckland on Tuesday night, made a remarkably quick passage. She left Auckland on Thursday afternoon and made the run to East Cape in 33 hours, with only partial fair wind, until she got into the Bay of Plenty, when the wind became more favourable. She called and discharged cargo at Waiapu, Awanui, Waipiro, Kawera, and Tolaga Bay, which calls detained her upwards of 60 hours—thus lending the actual passage, exclusive of detentions, at about three days. She leaves here for Lyttelton with 50,000 feet of timber, on Wednesday next.: [8, 513, 113, 670]
- poem-line: Those clear, bright orbs of blue,: [677, 1387, 749, 1401]
- departure-entry: 7—Southern Cross, s.s., Captain Holmes, for Napier, with cargo and passengers from Auckland, and the following passengers from Poverty Bay:—Messrs. Soule, R. O'Meara, Rearden, Miss Fulton, and two in the steerage.: [8, 142, 113, 206]
- article-heading: CYRUS HALEY SHOT DEAD.: [605, 996, 665, 1013]
- article-paragraph: Taken as a whole, the programme was very fairly rendered, the audience generously passing over frailty parts with good humor, and liberally bestowing their favors upon the more excellent. But as a concert it was not up to the mark of many of its predecessors. There were defects in selection as well as rendering. A Society that is presumed to cultivate the public taste gives too much latitude in permitting such wide extremes to meet as are comprehended in the exquisite Italian duet "Sul Campo Della Gloria" on the one hand, and a comic song, (the liberties introduced into which, by the way, were far from being appreciated by the audience) on the other.: [330, 1061, 438, 1242]
- meeting-notice: Freemasons, Monday, 18th inst.: [8, 1110, 113, 1127]
- table-row: [9, 896, 113, 919]
- telegram-item: There is no speculation on the spring meeting. The backers of horses are heavy losers, and there are complaints that the money has not been fairly laid. Matilda Allen, a servant girl, aged 17, having incurred the displeasure of her mistress threw herself from a window and was killed.: [444, 873, 592, 928]
- telegram-item: In the House the Native Minister announced, that the Government Agent, and Land Purchase Commissioner, concerned in Ohinemuri Miners' Rights Robbery had turned to be in the service of the Government. The announcement of Brennan's dismissal was received with cheers.: [444, 503, 592, 558]
- advert-line: No cargo received on board unless shipped on the Company's Boat Notes, and all Passengers booked on board will be charged 10 per cent extra.: [677, 1619, 749, 1669]
- advert-line: "PRETTY JANE": [122, 129, 243, 146]
- place-heading: MELBOURNE.: [491, 815, 545, 822]
- news-item: CHURCH SERVICES TO-MORROW, SUNDAY, OCTOBER 10.—Church of England—The Rev. E. Williams, Holy Trinity Church, Gisborne, at 11 a.m. and 7 p.m. Waerenga-a-hika—The Rev. T. G. Carr, Ormond, at 11 a.m.; Makaraka at 2.30 p.m. Service will also be conducted in the Court House in the morning. Presbyterian—The Rev. W. M. Root, St. Andrew's, Gisborne, 11 a.m. and 6.30 p.m.; Matawhero 3 p.m.: [8, 1657, 113, 1767]
- new-advertisements-heading: New Advertisements.: [679, 1487, 747, 1494]
- shipping-heading: SHIPPING.: [26, 29, 96, 41]
- poem-line: This heart that beats for you.: [677, 1415, 749, 1430]
- telegrams-sub: (FROM OUR OWN CORRESPONDENT.): [451, 48, 586, 54]
- advert-item: GENTLEMEN'S PANAMA AND STRAW HATS.: [126, 279, 239, 296]
- advert-number: 645: [677, 1694, 689, 1701]
- article-paragraph: The markets commenced to be full of new grapes; the fruit is not yet quite ripe, and clearly shows stands in need of sunshine. When shall that time be seen? Trade reports are not quite so good, nor are business prospects looking bright. "Dampness" everywhere.: [677, 976, 749, 1087]
- editorial-paragraph: THE new Representation Bill is one of the most objectionable measures ever introduced into our Legislature; and is, as it ought to be, universally condemned. Taking into consideration the urgency of an equitable redistribution of seats, it was fully expected that the Government would have consulted the interest of the electors in the matter, but the very reverse of this seems to have been done; and the Cabinet have consequently unprepared themselves in a great measure, and do not now enjoy the confidence of the country to a satisfactory extent. The Bill has been evidently framed with a view to increase the voting power of the South Island, to the manifest injury of the North Island, which latter stands in greater need of additional representation then the former does. It is proposed to give six members to the South, and only two to the North—a disparity which is at once outrageously unfair. The Government will, no doubt, urge that the South Island has a right to increased representation because of increased population; but if population is to be the basis—and there is no other that is practicable—why is it not fairly applied to the whole colony, and to every district without exception? Were equal redistribution to be made the North Island would be entitled to four instead of two additional members; but this principle having been shamefully ignored, the North must put up with the consequences, and look to the next Parliament for a rectification of the grievance. The Bill is neither based upon population nor property, and appears to have been strongly ordered to weaken those on which they cannot rely.: [120, 465, 245, 828]
- telegram-item: The debate on the want of confidence motion was continued last night, and further adjourned. It is thought that a division will not be taken until next week. Mr. Higinbotham made a strong speech in favour of the Ministry.: [444, 957, 592, 1004]
- telegrams-heading: TELEGRAMS.: [444, 26, 592, 46]
- article-paragraph: There are 2,500 private teachers in Paris, professing various branches of knowledge; henceforth they must be registered, and produce evidence of their capacity wherever they are charged with the instruction of a French child.: [677, 52, 749, 154]
- meeting-notice: Celtic Club, Ormond Hotel, Wednesday, 13th inst., 7 p.m.: [8, 1092, 113, 1108]
- port-heading: PORT OF POVERTY BAY: [16, 42, 105, 49]
- advert-item: HOME SPUN COSTUMES: [135, 160, 230, 169]
- auction-footer: [8, 1413, 113, 1421]
- column-5: [440, 26, 595, 1289]
- steamship-icon: [690, 1520, 737, 1538]
- poem-line: Those dear, bright orbs of blue,: [677, 1125, 749, 1140]
- tide-col-header: A.M.: [76, 833, 93, 841]
- correspondence-heading: CORRESPONDENCE.: [330, 1383, 438, 1394]
- moon-phase: First Quarter 8th October.: [15, 1164, 99, 1172]
- advert-item: TUSSORE CLOTH COSTUMES: [126, 171, 239, 180]
- table-cell: 2.38: [76, 873, 93, 896]
- column-6: [595, 26, 674, 2449]
- arrival-entry: 7—Southern Cross, s.s., Captain Holmes, from Auckland, with miscellaneous cargo for Napier, and the following passengers:—Messrs. Boylan, Mallooly, and 7 in the steerage.: [8, 73, 113, 120]
- divider: [362, 1572, 405, 1573]
- news-item: ST. ANDREW'S CHURCH.—At a meeting of the managing Committee of this Church held on Thursday evening, it was resolved to hold a Bruce Auction, in aid of the Manse Fund, on or about the 23rd December. Each member of the Committee undertook to canvass for contributions to the auction, and a hope was expressed that the proceeds of the sale would amount to a sum sufficient large to induce them to set about the erection of the Manse, so that the clergyman might be relieved of the burden of paying rent for his house, which was a considerable drawback to him. The usual statistical returns of the Church were ordered to be filled up and transmitted to the proper quarter for presentation to the General Assembly of the Presbyterian Church of New Zealand at its next meeting.: [330, 75, 438, 280]
- month-label: OCTOBER.: [41, 134, 80, 141]
- commercial-paragraph: MONEY is very tight in Wellington at present and according to the Auckland Star's correspondent it would not take much of a financial hitch to bring disaster to a good many small traders. Wages are dropping. One firm who employ a large number of carpenters, and always pay the highest wages going, have lowered the day's wages from 12s to 11s. About a dozen men struck and are now walking about, others have been found who jumped into their places at once. House rent and provisions exhibit no sign of reduction yet.: [8, 1186, 113, 1328]
- subheading: SITTINGS OF COURTS.: [19, 1049, 102, 1057]
